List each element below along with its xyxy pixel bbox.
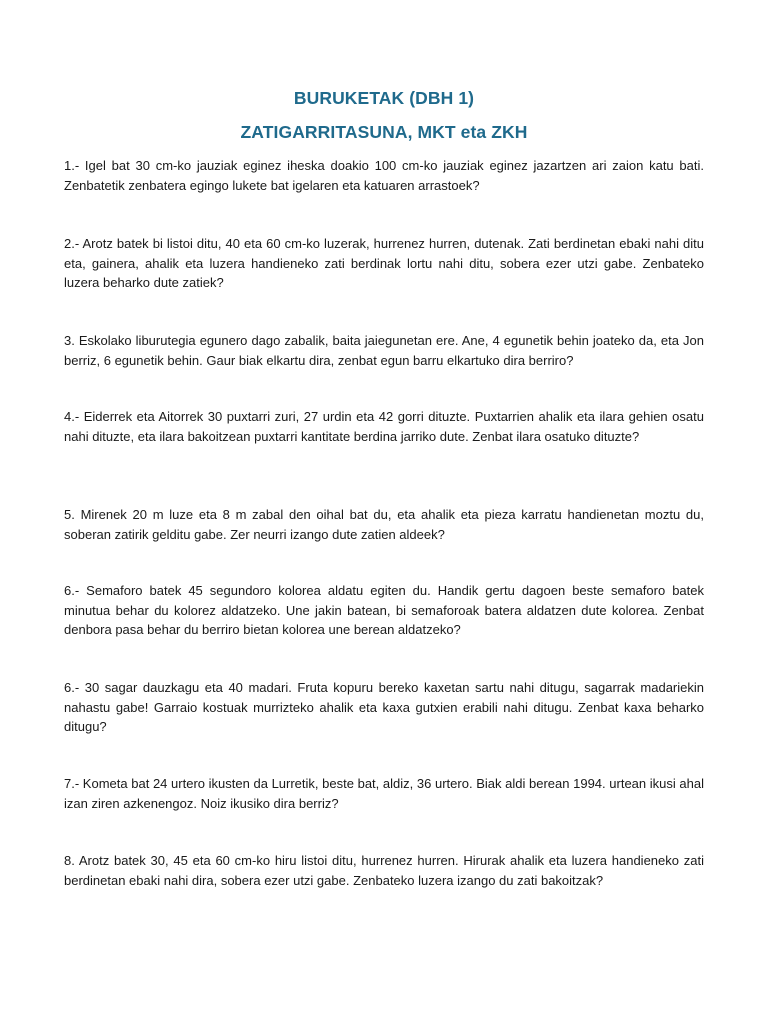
exercise-1: 1.- Igel bat 30 cm-ko jauziak eginez iheska doakio 100 cm-ko jauziak eginez jazartzen ari zaion katu bati. Zenbatetik zenbatera egingo lukete bat igelaren eta katuaren arrastoek?	[64, 158, 704, 193]
exercise-9: 8. Arotz batek 30, 45 eta 60 cm-ko hiru listoi ditu, hurrenez hurren. Hirurak ahalik eta luzera handieneko zati berdinetan ebaki nahi dira, sobera ezer utzi gabe. Zenbateko luzera izango du zati bakoitzak?	[64, 853, 704, 888]
page-subtitle: ZATIGARRITASUNA, MKT eta ZKH	[240, 122, 528, 142]
exercise-6: 6.- Semaforo batek 45 segundoro kolorea aldatu egiten du. Handik gertu dagoen beste semaforo batek minutua behar du kolorez aldatzeko. Une jakin batean, bi semaforoak batera aldatzen dute kolorea. Zenbat denbora pasa behar du berriro bietan kolorea une berean aldatzeko?	[64, 583, 704, 637]
exercise-2: 2.- Arotz batek bi listoi ditu, 40 eta 60 cm-ko luzerak, hurrenez hurren, dutenak. Zati berdinetan ebaki nahi ditu eta, gainera, ahalik eta luzera handieneko zati berdinak lortu nahi ditu, sobera ezer utzi gabe. Zenbateko luzera beharko dute zatiek?	[64, 236, 704, 290]
exercise-3: 3. Eskolako liburutegia egunero dago zabalik, baita jaiegunetan ere. Ane, 4 egunetik behin joateko da, eta Jon berriz, 6 egunetik behin. Gaur biak elkartu dira, zenbat egun barru elkartuko dira berriro?	[64, 333, 704, 368]
exercise-8: 7.- Kometa bat 24 urtero ikusten da Lurretik, beste bat, aldiz, 36 urtero. Biak aldi berean 1994. urtean ikusi ahal izan ziren azkenengoz. Noiz ikusiko dira berriz?	[64, 776, 704, 811]
exercise-7: 6.- 30 sagar dauzkagu eta 40 madari. Fruta kopuru bereko kaxetan sartu nahi ditugu, sagarrak madariekin nahastu gabe! Garraio kostuak murrizteko ahalik eta kaxa gutxien erabili nahi ditugu. Zenbat kaxa beharko ditugu?	[64, 680, 704, 734]
page-title: BURUKETAK (DBH 1)	[293, 88, 475, 108]
exercise-4: 4.- Eiderrek eta Aitorrek 30 puxtarri zuri, 27 urdin eta 42 gorri dituzte. Puxtarrien ahalik eta ilara gehien osatu nahi dituzte, eta ilara bakoitzean puxtarri kantitate berdina jarriko dute. Zenbat ilara osatuko dituzte?	[64, 409, 704, 444]
exercise-5: 5. Mirenek 20 m luze eta 8 m zabal den oihal bat du, eta ahalik eta pieza karratu handienetan moztu du, soberan zatirik gelditu gabe. Zer neurri izango dute zatien aldeek?	[64, 507, 704, 542]
